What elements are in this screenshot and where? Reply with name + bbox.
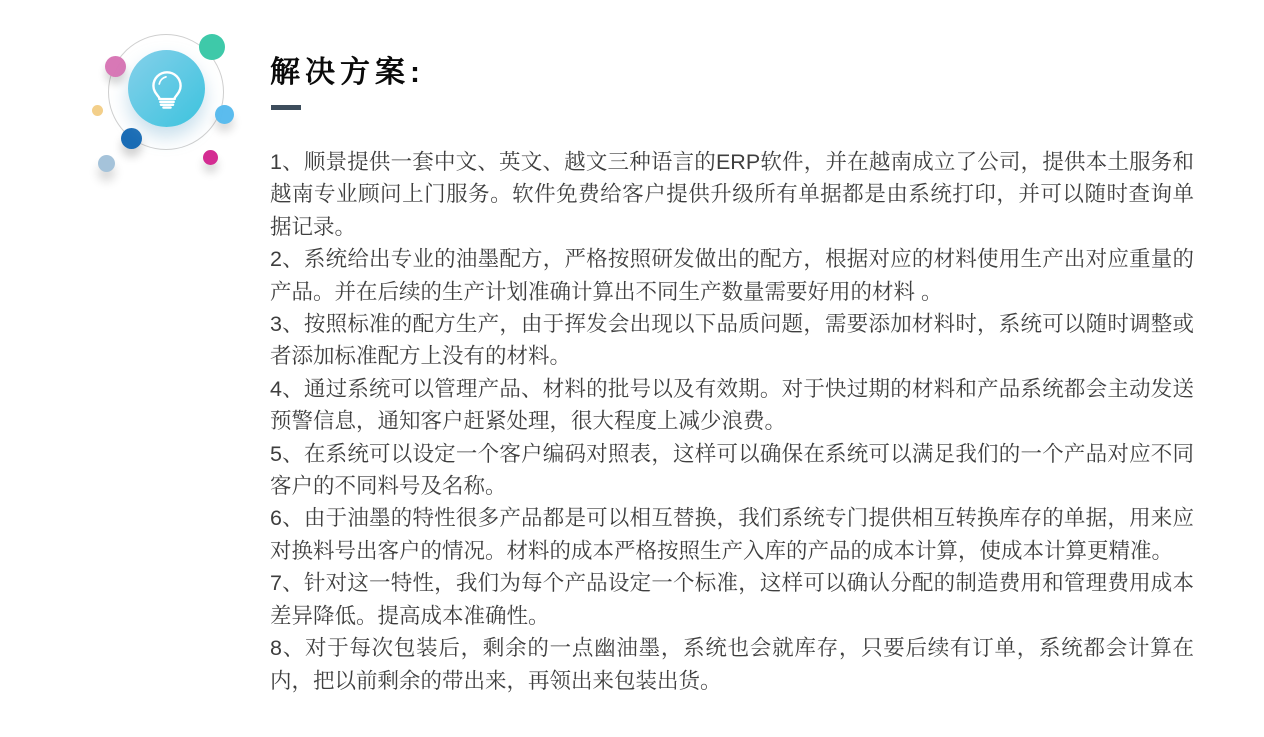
yellow-dot bbox=[92, 105, 103, 116]
solution-item-5: 5、在系统可以设定一个客户编码对照表，这样可以确保在系统可以满足我们的一个产品对应不同客户的不同料号及名称。 bbox=[270, 441, 1194, 499]
solution-item-1: 1、顺景提供一套中文、英文、越文三种语言的ERP软件，并在越南成立了公司，提供本土服务和越南专业顾问上门服务。软件免费给客户提供升级所有单据都是由系统打印，并可以随时查询单据记录。 bbox=[270, 150, 1194, 239]
sky-blue-dot bbox=[215, 105, 234, 124]
pink-dot bbox=[105, 56, 126, 77]
solution-item-4: 4、通过系统可以管理产品、材料的批号以及有效期。对于快过期的材料和产品系统都会主动发送预警信息，通知客户赶紧处理，很大程度上减少浪费。 bbox=[270, 376, 1194, 434]
dark-blue-dot bbox=[121, 128, 142, 149]
lightbulb-glyph bbox=[144, 66, 190, 112]
solution-item-3: 3、按照标准的配方生产，由于挥发会出现以下品质问题，需要添加材料时，系统可以随时调整或者添加标准配方上没有的材料。 bbox=[270, 312, 1194, 369]
page-title: 解决方案: bbox=[270, 56, 425, 89]
lightbulb-decoration bbox=[0, 0, 260, 220]
solution-item-2: 2、系统给出专业的油墨配方，严格按照研发做出的配方，根据对应的材料使用生产出对应重量的产品。并在后续的生产计划准确计算出不同生产数量需要好用的材料 。 bbox=[270, 247, 1194, 304]
solution-item-6: 6、由于油墨的特性很多产品都是可以相互替换，我们系统专门提供相互转换库存的单据，用来应对换料号出客户的情况。材料的成本严格按照生产入库的产品的成本计算，使成本计算更精准。 bbox=[270, 506, 1194, 563]
solution-item-7: 7、针对这一特性，我们为每个产品设定一个标准，这样可以确认分配的制造费用和管理费用成本差异降低。提高成本准确性。 bbox=[270, 571, 1194, 628]
steel-blue-dot bbox=[98, 155, 115, 172]
teal-dot bbox=[199, 34, 225, 60]
solution-list bbox=[270, 146, 1194, 697]
solution-item-8: 8、对于每次包装后，剩余的一点幽油墨，系统也会就库存，只要后续有订单，系统都会计算在内，把以前剩余的带出来，再领出来包装出货。 bbox=[270, 636, 1194, 693]
title-underline bbox=[271, 105, 301, 110]
magenta-dot bbox=[203, 150, 218, 165]
lightbulb-icon bbox=[128, 50, 205, 127]
